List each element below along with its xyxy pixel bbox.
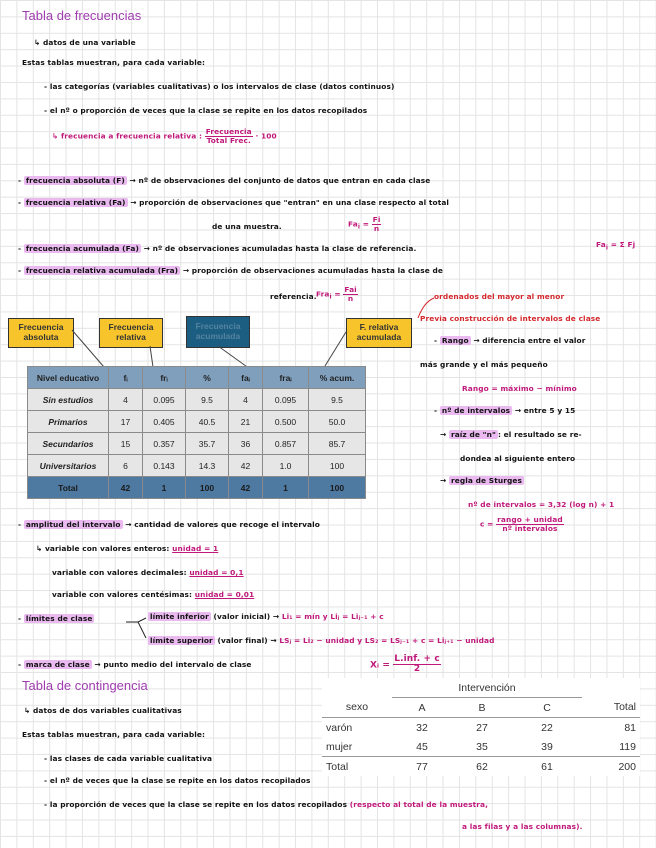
side-raiz-text: : el resultado se re- xyxy=(497,430,582,439)
amp-hundredths-unit: unidad = 0,01 xyxy=(194,590,255,599)
freq-total-cell: 42 xyxy=(109,477,143,499)
formula-relative: $Fa_i$ = $\frac{Fi}{n}$ xyxy=(348,215,381,233)
contingency-header-cell: A xyxy=(418,701,426,714)
freq-cell: 15 xyxy=(109,433,143,455)
freq-cell: 36 xyxy=(229,433,263,455)
freq-cell: 100 xyxy=(309,455,366,477)
freq-cell: 0.405 xyxy=(143,411,186,433)
contingency-cell: 200 xyxy=(618,760,636,773)
formula-rel-accumulated: Fra$_i$ = $\frac{\text{Fai}}{n}$ xyxy=(316,285,357,303)
amp-formula-num: rango + unidad xyxy=(497,515,563,524)
line-categories: - las categorías (variables cualitativas) o los intervalos de clase (datos continuos) xyxy=(44,82,395,91)
formula-relative-sub: i xyxy=(357,223,361,231)
sec2-count-text: el nº de veces que la clase se repite en los datos recopilados xyxy=(49,776,311,785)
freq-cell: 0.500 xyxy=(263,411,309,433)
formula-accumulated: $Fa_i = \Sigma$ Fj xyxy=(596,240,636,252)
freq-header-cell: % acum. xyxy=(309,367,366,389)
sec2-proportion-text: la proporción de veces que la clase se repite en los datos recopilados xyxy=(49,800,348,809)
marca-line: - marca de clase → punto medio del intervalo de clase xyxy=(18,660,252,669)
contingency-cell: 45 xyxy=(416,740,428,753)
freq-cell: 9.5 xyxy=(309,389,366,411)
formula-rel-accumulated-den: n xyxy=(347,293,354,303)
def-absolute-term: frecuencia absoluta (F) xyxy=(25,176,125,185)
contingency-header-cell: C xyxy=(543,701,551,714)
freq-total-cell: 1 xyxy=(263,477,309,499)
freq-header-cell: frᵢ xyxy=(143,367,186,389)
freq-cell: Sin estudios xyxy=(28,389,109,411)
formula-accumulated-rhs: = Σ Fj xyxy=(610,240,636,249)
amp-formula-lhs: c = xyxy=(480,519,494,529)
side-nint-text: → entre 5 y 15 xyxy=(514,406,576,415)
percent-times: · 100 xyxy=(255,131,277,141)
sec2-proportion-note: (respecto al total de la muestra, xyxy=(349,800,489,809)
side-rango: - Rango → diferencia entre el valor xyxy=(434,336,586,345)
contingency-header-cell: sexo xyxy=(345,701,369,714)
formula-relative-den: n xyxy=(373,223,380,233)
freq-cell: 85.7 xyxy=(309,433,366,455)
lim-term: límites de clase xyxy=(25,614,93,623)
side-raiz: → raíz de "n" : el resultado se re- xyxy=(440,430,582,439)
def-accumulated: - frecuencia acumulada (Fa) → nº de observaciones acumuladas hasta la clase de referencia. xyxy=(18,244,417,253)
contingency-header-cell: Total xyxy=(613,701,636,714)
contingency-cell: 61 xyxy=(541,760,553,773)
side-raiz-term: raíz de "n" xyxy=(450,430,496,439)
contingency-cell: 35 xyxy=(476,740,488,753)
freq-header-cell: fᵢ xyxy=(109,367,143,389)
def-accumulated-term: frecuencia acumulada (Fa) xyxy=(25,244,139,253)
sec2-line-count: - el nº de veces que la clase se repite en los datos recopilados xyxy=(44,776,311,785)
freq-total-cell: 100 xyxy=(186,477,229,499)
sec2-line-two-vars: ↳ datos de dos variables cualitativas xyxy=(24,706,182,715)
side-rango-cont: más grande y el más pequeño xyxy=(420,360,548,369)
side-sturges-formula: nº de intervalos = 3,32 (log n) + 1 xyxy=(468,500,615,509)
freq-header-cell: faᵢ xyxy=(229,367,263,389)
formula-accumulated-lhs: Fa xyxy=(596,240,606,249)
def-rel-accumulated: - frecuencia relativa acumulada (Fra) → proporción de observaciones acumuladas hasta la clase de xyxy=(18,266,443,275)
contingency-cell: 81 xyxy=(624,721,636,734)
side-nint-term: nº de intervalos xyxy=(441,406,511,415)
categories-text: las categorías (variables cualitativas) o los intervalos de clase (datos continuos) xyxy=(49,82,395,91)
freq-cell: 0.143 xyxy=(143,455,186,477)
contingency-cell: Total xyxy=(326,760,349,773)
freq-header-cell: fraᵢ xyxy=(263,367,309,389)
lim-inf-formula: Li₁ = mín y Liⱼ = Liⱼ₋₁ + c xyxy=(281,612,384,621)
side-raiz-cont: dondea al siguiente entero xyxy=(460,454,576,463)
def-absolute-text: → nº de observaciones del conjunto de datos que entran en cada clase xyxy=(129,176,431,185)
sec2-line-proportion: - la proporción de veces que la clase se repite en los datos recopilados (respecto al total de la muestra, xyxy=(44,800,489,809)
freq-total-cell: 1 xyxy=(143,477,186,499)
lim-inf-line xyxy=(148,612,384,621)
side-nint: - nº de intervalos → entre 5 y 15 xyxy=(434,406,576,415)
side-sturges: → regla de Sturges xyxy=(440,476,522,485)
def-accumulated-text: → nº de observaciones acumuladas hasta la clase de referencia. xyxy=(143,244,417,253)
formula-relative-num: Fi xyxy=(372,215,381,224)
freq-cell: 50.0 xyxy=(309,411,366,433)
freq-cell: 14.3 xyxy=(186,455,229,477)
one-variable-text: datos de una variable xyxy=(42,38,136,47)
lim-sup-text: (valor final) → xyxy=(217,636,277,645)
freq-cell: Primarios xyxy=(28,411,109,433)
formula-relative-lhs: Fa xyxy=(348,219,358,229)
contingency-cell: 77 xyxy=(416,760,428,773)
freq-header-cell: Nivel educativo xyxy=(28,367,109,389)
amp-decimals-text: variable con valores decimales: xyxy=(52,568,187,577)
line-percent-formula: ↳ frecuencia a frecuencia relativa : $\frac{\text{Frecuencia}}{\text{Total Frec.}}$ · 100 xyxy=(52,127,277,145)
table-row xyxy=(322,737,640,757)
contingency-cell: 27 xyxy=(476,721,488,734)
contingency-cell: varón xyxy=(326,721,353,734)
freq-total-cell: 42 xyxy=(229,477,263,499)
lim-sup-line xyxy=(148,636,494,645)
count-text: el nº o proporción de veces que la clase se repite en los datos recopilados xyxy=(49,106,368,115)
sec2-line-classes: - las clases de cada variable cualitativa xyxy=(44,754,213,763)
freq-cell: 40.5 xyxy=(186,411,229,433)
amp-integers-text: variable con valores enteros: xyxy=(44,544,170,553)
amp-text: → cantidad de valores que recoge el intervalo xyxy=(125,520,320,529)
label-relative-frequency-text: Frecuencia relativa xyxy=(108,322,154,342)
side-rango-formula: Rango = máximo − mínimo xyxy=(462,384,577,393)
label-absolute-frequency-text: Frecuencia absoluta xyxy=(18,322,64,342)
marca-formula-lhs: Xᵢ = xyxy=(370,660,390,671)
def-relative-text: → proporción de observaciones que "entran" en una clase respecto al total xyxy=(130,198,450,207)
section-title-contingency: Tabla de contingencia xyxy=(22,678,148,693)
marca-term: marca de clase xyxy=(25,660,90,669)
sec2-line-tables-show: Estas tablas muestran, para cada variable: xyxy=(22,730,206,739)
amp-integers-unit: unidad = 1 xyxy=(172,544,219,553)
section-title-frequency: Tabla de frecuencias xyxy=(22,8,142,23)
freq-cell: 0.095 xyxy=(263,389,309,411)
side-sturges-term: regla de Sturges xyxy=(450,476,522,485)
freq-cell: 4 xyxy=(229,389,263,411)
formula-rel-accumulated-num: Fai xyxy=(344,285,357,294)
freq-cell: Secundarios xyxy=(28,433,109,455)
side-rango-text: → diferencia entre el valor xyxy=(473,336,586,345)
freq-cell: 6 xyxy=(109,455,143,477)
side-rango-term: Rango xyxy=(441,336,469,345)
contingency-cell: mujer xyxy=(326,740,353,753)
lim-sup-formula: LSⱼ = Li₂ − unidad y LS₂ = LSⱼ₋₁ + c = Liⱼ₊₁ − unidad xyxy=(279,636,495,645)
line-one-variable: ↳ datos de una variable xyxy=(34,38,136,47)
freq-cell: 4 xyxy=(109,389,143,411)
marca-formula-num: L.inf. + c xyxy=(394,654,440,664)
contingency-group-row xyxy=(322,678,640,698)
lim-sup-term: límite superior xyxy=(150,636,213,645)
sec2-classes-text: las clases de cada variable cualitativa xyxy=(49,754,213,763)
sec2-proportion-note-cont: a las filas y a las columnas). xyxy=(462,822,583,831)
contingency-cell: 39 xyxy=(541,740,553,753)
amp-line: - amplitud del intervalo → cantidad de valores que recoge el intervalo xyxy=(18,520,320,529)
freq-cell: 1.0 xyxy=(263,455,309,477)
contingency-cell: 32 xyxy=(416,721,428,734)
freq-cell: 21 xyxy=(229,411,263,433)
amp-formula-den: nº intervalos xyxy=(502,523,558,533)
table-row xyxy=(322,757,640,777)
percent-denominator: Total Frec. xyxy=(206,135,251,145)
def-rel-accumulated-term: frecuencia relativa acumulada (Fra) xyxy=(25,266,179,275)
side-heading: Previa construcción de intervalos de clase xyxy=(420,314,601,323)
amp-line-integers: ↳ variable con valores enteros: unidad = 1 xyxy=(36,544,219,553)
freq-cell: 35.7 xyxy=(186,433,229,455)
percent-numerator: Frecuencia xyxy=(205,127,252,136)
freq-cell: 17 xyxy=(109,411,143,433)
amp-decimals-unit: unidad = 0,1 xyxy=(189,568,244,577)
def-rel-accumulated-text: → proporción de observaciones acumuladas hasta la clase de xyxy=(182,266,443,275)
freq-total-cell: Total xyxy=(28,477,109,499)
lim-inf-text: (valor inicial) → xyxy=(213,612,280,621)
freq-cell: 0.095 xyxy=(143,389,186,411)
contingency-cell: 62 xyxy=(476,760,488,773)
def-relative: - frecuencia relativa (Fa) → proporción de observaciones que "entran" en una clase respecto al total xyxy=(18,198,450,207)
contingency-cell: 22 xyxy=(541,721,553,734)
lim-inf-term: límite inferior xyxy=(150,612,209,621)
amp-hundredths-text: variable con valores centésimas: xyxy=(52,590,193,599)
contingency-header-cell: B xyxy=(478,701,486,714)
freq-cell: Universitarios xyxy=(28,455,109,477)
freq-cell: 42 xyxy=(229,455,263,477)
contingency-group-header: Intervención xyxy=(392,678,582,698)
contingency-header-row xyxy=(322,698,640,718)
note-ordered: ordenados del mayor al menor xyxy=(434,292,565,301)
freq-cell: 0.357 xyxy=(143,433,186,455)
amp-term: amplitud del intervalo xyxy=(25,520,121,529)
sec2-two-vars-text: datos de dos variables cualitativas xyxy=(32,706,182,715)
freq-total-cell: 100 xyxy=(309,477,366,499)
def-relative-term: frecuencia relativa (Fa) xyxy=(25,198,126,207)
freq-cell: 9.5 xyxy=(186,389,229,411)
marca-formula-den: 2 xyxy=(413,664,421,675)
marca-text: → punto medio del intervalo de clase xyxy=(94,660,252,669)
freq-cell: 0.857 xyxy=(263,433,309,455)
percent-formula-label: frecuencia a frecuencia relativa xyxy=(60,131,197,141)
contingency-table xyxy=(322,678,640,776)
line-tables-show: Estas tablas muestran, para cada variable: xyxy=(22,58,206,67)
freq-header-cell: % xyxy=(186,367,229,389)
def-rel-accumulated-cont: referencia. xyxy=(270,292,317,301)
table-row xyxy=(322,718,640,738)
marca-formula-frac xyxy=(393,655,441,675)
label-accumulated-frequency-text: Frecuencia acumulada xyxy=(195,321,241,341)
formula-rel-accumulated-lhs: Fra xyxy=(316,289,330,299)
contingency-cell: 119 xyxy=(619,740,636,753)
label-rel-accumulated-frequency-text: F. relativa acumulada xyxy=(356,322,402,342)
def-absolute: - frecuencia absoluta (F) → nº de observaciones del conjunto de datos que entran en cada clase xyxy=(18,176,431,185)
marca-formula xyxy=(370,655,441,675)
line-count: - el nº o proporción de veces que la clase se repite en los datos recopilados xyxy=(44,106,368,115)
def-relative-cont: de una muestra. xyxy=(212,222,282,231)
lim-line: - límites de clase xyxy=(18,614,93,623)
